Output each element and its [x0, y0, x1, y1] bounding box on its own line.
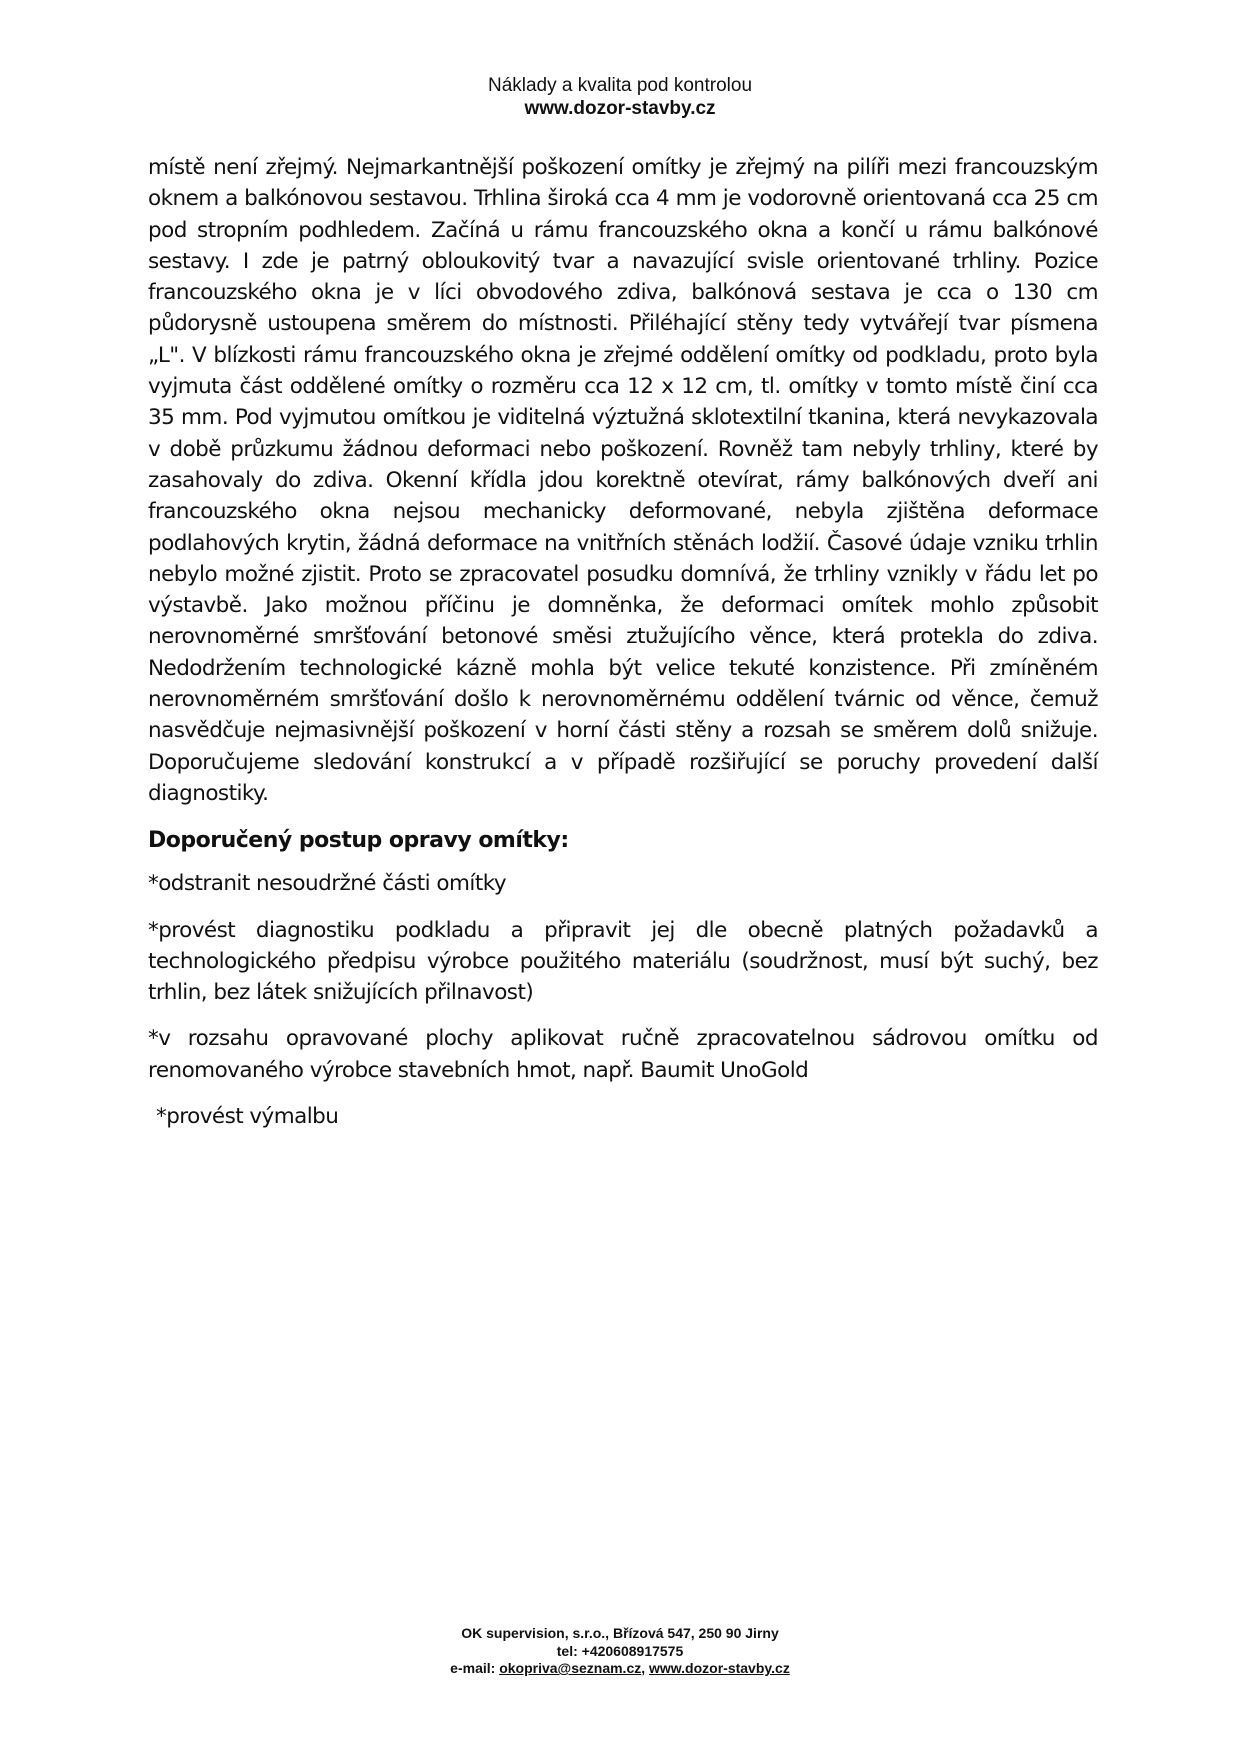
footer-email-link[interactable]: okopriva@seznam.cz [499, 1660, 642, 1676]
repair-step: *provést výmalbu [156, 1104, 339, 1130]
footer-email-label: e-mail: [450, 1660, 500, 1676]
repair-steps-list [148, 868, 1098, 1132]
body-paragraph: místě není zřejmý. Nejmarkantnější poškození omítky je zřejmý na pilíři mezi francouzským oknem a balkónovou sestavou. Trhlina široká cca 4 mm je vodorovně orientovaná cca 25 cm pod stropním podhledem. Začíná u rámu francouzského okna a končí u rámu balkónové sestavy. I zde je patrný obloukovitý tvar a navazující svisle orientované trhliny. Pozice francouzského okna je v líci obvodového zdiva, balkónová sestava je cca o 130 cm půdorysně ustoupena směrem do místnosti. Přiléhající stěny tedy vytvářejí tvar písmena „L". V blízkosti rámu francouzského okna je zřejmé oddělení omítky od podkladu, proto byla vyjmuta část oddělené omítky o rozměru cca 12 x 12 cm, tl. omítky v tomto místě činí cca 35 mm. Pod vyjmutou omítkou je viditelná výztužná sklotextilní tkanina, která nevykazovala v době průzkumu žádnou deformaci nebo poškození. Rovněž tam nebyly trhliny, které by zasahovaly do zdiva. Okenní křídla jdou korektně otevírat, rámy balkónových dveří ani francouzského okna nejsou mechanicky deformované, nebyla zjištěna deformace podlahových krytin, žádná deformace na vnitřních stěnách lodžií. Časové údaje vzniku trhlin nebylo možné zjistit. Proto se zpracovatel posudku domnívá, že trhliny vznikly v řádu let po výstavbě. Jako možnou příčinu je domněnka, že deformaci omítek mohlo způsobit nerovnoměrné smršťování betonové směsi ztužujícího věnce, která protekla do zdiva. Nedodržením technologické kázně mohla být velice tekuté konzistence. Při zmíněném nerovnoměrném smršťování došlo k nerovnoměrnému oddělení tvárnic od věnce, čemuž nasvědčuje nejmasivnější poškození v horní části stěny a rozsah se směrem dolů snižuje. Doporučujeme sledování konstrukcí a v případě rozšiřující se poruchy provedení další diagnostiky. [148, 155, 1098, 806]
repair-step: *odstranit nesoudržné části omítky [148, 871, 507, 897]
repair-step: *v rozsahu opravované plochy aplikovat ručně zpracovatelnou sádrovou omítku od renomovaného výrobce stavebních hmot, např. Baumit UnoGold [148, 1026, 1098, 1083]
footer-company-address: OK supervision, s.r.o., Břízová 547, 250 90 Jirny [461, 1625, 779, 1641]
repair-step: *provést diagnostiku podkladu a připravit jej dle obecně platných požadavků a technologického předpisu výrobce použitého materiálu (soudržnost, musí být suchý, bez trhlin, bez látek snižujících přilnavost) [148, 917, 1098, 1006]
header-tagline: Náklady a kvalita pod kontrolou [487, 75, 753, 96]
page-footer [0, 1625, 1240, 1678]
footer-separator: , [641, 1660, 650, 1676]
header-website: www.dozor-stavby.cz [524, 98, 716, 119]
section-heading: Doporučený postup opravy omítky: [148, 828, 569, 854]
document-body [148, 152, 1098, 1147]
footer-website-link[interactable]: www.dozor-stavby.cz [649, 1660, 790, 1676]
page-header [0, 74, 1240, 120]
footer-contact-line [0, 1660, 1240, 1678]
footer-phone: tel: +420608917575 [556, 1642, 684, 1659]
